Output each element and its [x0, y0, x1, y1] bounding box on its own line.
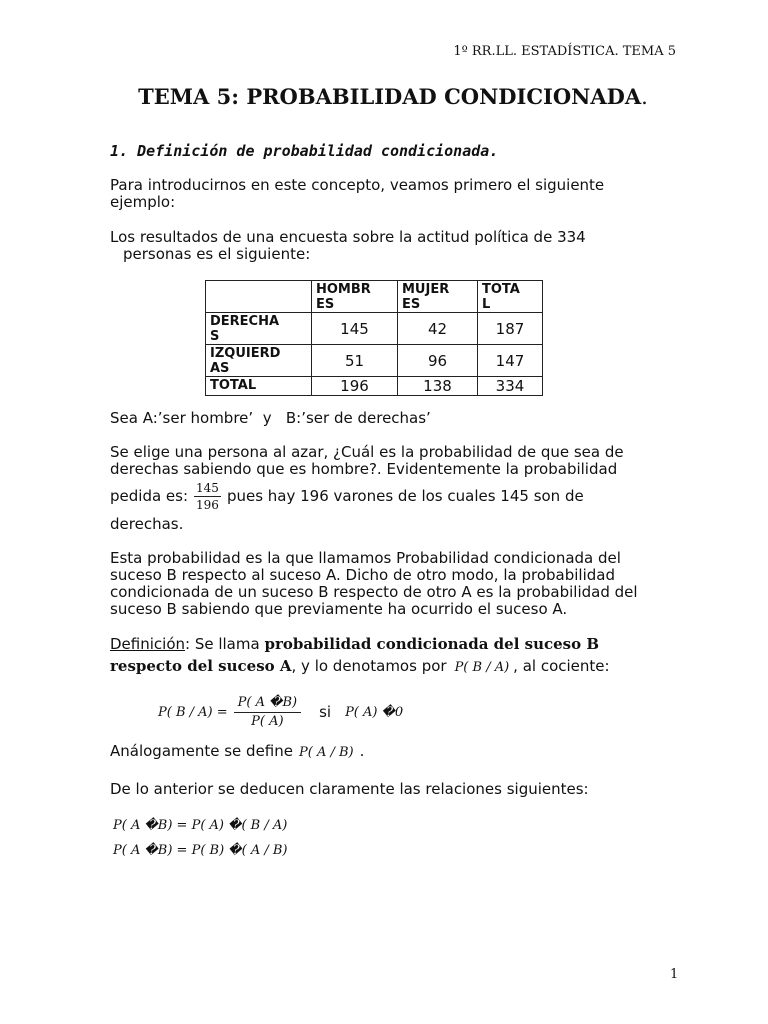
events-line: Sea A:’ser hombre’ y B:’ser de derechas’: [110, 409, 431, 427]
title-period: .: [641, 85, 648, 109]
survey-line-1: Los resultados de una encuesta sobre la actitud política de 334: [110, 228, 586, 246]
table-cell: 42: [398, 313, 478, 345]
intro-paragraph: [110, 177, 604, 211]
definition-label: Definición: [110, 635, 185, 653]
question-line-2: derechas sabiendo que es hombre?. Evidentemente la probabilidad: [110, 460, 618, 478]
question-line-4: derechas.: [110, 515, 184, 533]
relations-intro: De lo anterior se deducen claramente las relaciones siguientes:: [110, 780, 589, 798]
table-row: [206, 313, 543, 345]
formula-lhs: P( B / A) =: [158, 705, 228, 720]
row-label: DERECHA S: [206, 313, 312, 345]
page-number: 1: [670, 967, 679, 982]
definition-bold-2: respecto del suceso A: [110, 657, 292, 675]
formula-si: si: [319, 703, 332, 721]
survey-line-2: personas es el siguiente:: [123, 245, 311, 263]
explanation-line-4: suceso B sabiendo que previamente ha ocurrido el suceso A.: [110, 600, 568, 618]
relation-equation-2: P( A �B) = P( B) �( A / B): [113, 843, 288, 858]
survey-table: [205, 280, 543, 396]
table-header-cell: MUJER ES: [398, 281, 478, 313]
formula-condition: P( A) �0: [345, 705, 404, 720]
table-cell: 138: [398, 377, 478, 396]
formula-numerator: P( A �B): [234, 694, 301, 713]
table-corner-cell: [206, 281, 312, 313]
intro-line-1: Para introducirnos en este concepto, veamos primero el siguiente: [110, 176, 605, 194]
table-header-cell: TOTA L: [478, 281, 543, 313]
table-cell: 145: [312, 313, 398, 345]
table-row: [206, 377, 543, 396]
explanation-line-3: condicionada de un suceso B respecto de otro A es la probabilidad del: [110, 583, 638, 601]
table-row: [206, 345, 543, 377]
explanation-line-2: suceso B respecto al suceso A. Dicho de otro modo, la probabilidad: [110, 566, 615, 584]
title-text: TEMA 5: PROBABILIDAD CONDICIONADA: [138, 84, 642, 109]
survey-paragraph: [110, 229, 586, 263]
row-label: TOTAL: [206, 377, 312, 396]
explanation-paragraph: [110, 550, 638, 618]
table-cell: 334: [478, 377, 543, 396]
formula-denominator: P( A): [251, 714, 284, 729]
table-cell: 196: [312, 377, 398, 396]
conditional-probability-formula: [158, 694, 403, 731]
table-cell: 51: [312, 345, 398, 377]
analog-symbol: P( A / B): [299, 745, 354, 760]
definition-symbol: P( B / A): [454, 660, 510, 675]
table-cell: 187: [478, 313, 543, 345]
relation-equation-1: P( A �B) = P( A) �( B / A): [113, 818, 288, 833]
question-paragraph: [110, 444, 624, 478]
table-header-cell: HOMBR ES: [312, 281, 398, 313]
definition-line-2: respecto del suceso A , y lo denotamos por P( B / A) , al cociente:: [110, 657, 610, 675]
running-header: 1º RR.LL. ESTADÍSTICA. TEMA 5: [453, 44, 676, 59]
question-line-1: Se elige una persona al azar, ¿Cuál es la probabilidad de que sea de: [110, 443, 624, 461]
formula-fraction: [234, 694, 301, 731]
section-heading: 1. Definición de probabilidad condicionada.: [110, 142, 499, 160]
fraction-145-196: $\frac{145}{196}$: [196, 481, 219, 512]
intro-line-2: ejemplo:: [110, 193, 176, 211]
explanation-line-1: Esta probabilidad es la que llamamos Probabilidad condicionada del: [110, 549, 621, 567]
page-title: [0, 84, 768, 109]
table-header-row: [206, 281, 543, 313]
definition-line-1: Definición: Se llama probabilidad condicionada del suceso B: [110, 635, 600, 653]
analog-line: Análogamente se define P( A / B) .: [110, 742, 365, 760]
table-cell: 96: [398, 345, 478, 377]
definition-bold-1: probabilidad condicionada del suceso B: [264, 635, 600, 653]
row-label: IZQUIERD AS: [206, 345, 312, 377]
table-cell: 147: [478, 345, 543, 377]
question-line-3: pedida es: $\frac{145}{196}$ pues hay 196 varones de los cuales 145 son de: [110, 481, 584, 512]
